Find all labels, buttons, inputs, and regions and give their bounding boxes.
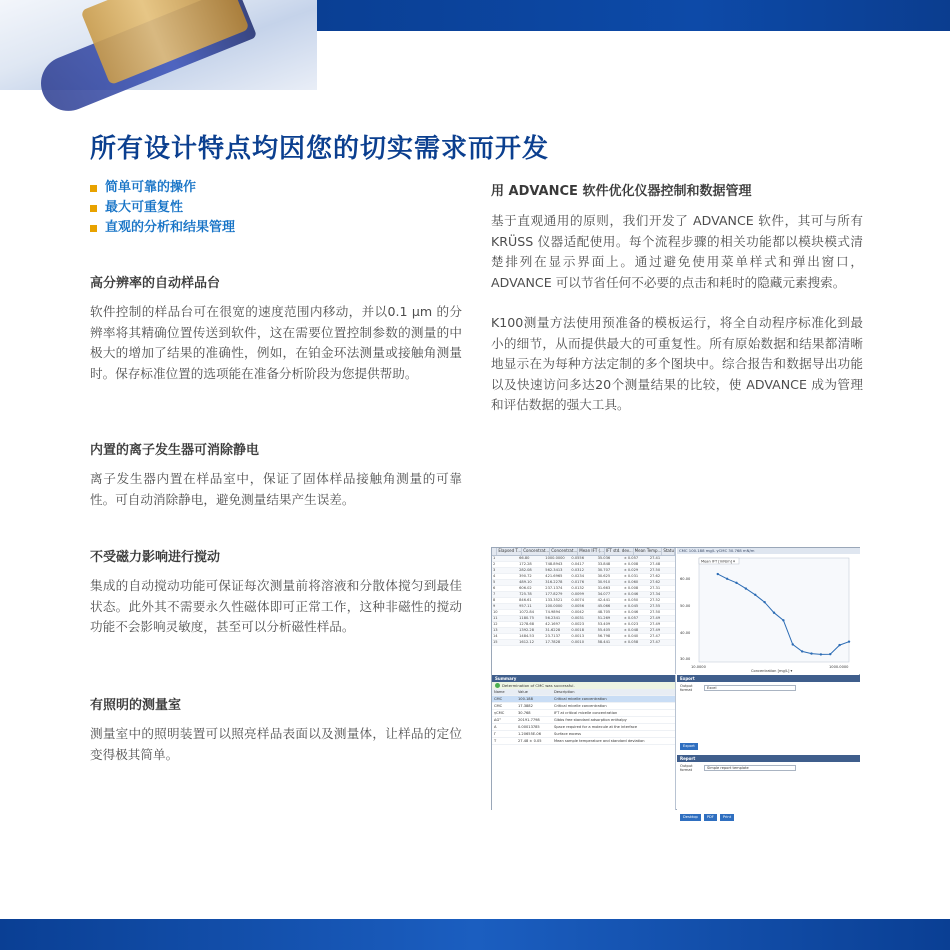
data-point	[735, 582, 737, 584]
table-cell: 45.066	[597, 604, 611, 608]
table-body	[492, 556, 675, 646]
table-cell: 27.62	[649, 580, 661, 584]
table-cell: ± 0.023	[623, 622, 639, 626]
table-cell: 42.1697	[545, 622, 561, 626]
table-cell: 42.441	[597, 598, 611, 602]
table-cell: 1000.0000	[545, 556, 565, 560]
export-panel	[677, 675, 860, 819]
table-cell: ± 0.040	[623, 634, 639, 638]
table-cell: 1072.84	[519, 610, 535, 614]
data-point	[801, 650, 803, 652]
table-cell: 2	[493, 562, 496, 566]
section-heading: 内置的离子发生器可消除静电	[90, 443, 260, 458]
summary-row[interactable]: T 27.48 ± 0.05 Mean sample temperature and standard deviation	[492, 738, 675, 745]
table-cell: 27.52	[649, 598, 661, 602]
table-header-cell[interactable]: Concentrat...	[523, 548, 550, 553]
data-point	[763, 601, 765, 603]
plot-header: CMC 100.188 mg/L γCMC 30.768 mN/m	[677, 548, 860, 554]
table-cell: 0.0018	[571, 628, 584, 632]
export-format-select[interactable]: Excel	[704, 685, 796, 691]
table-cell: ± 0.031	[623, 574, 639, 578]
pdf-button[interactable]: PDF	[704, 814, 717, 821]
table-cell: 23.7137	[545, 634, 561, 638]
table-header-cell[interactable]: IFT std. dev...	[605, 548, 633, 553]
bullet-square-icon	[90, 205, 97, 212]
y-tick-label: 50.00	[680, 604, 691, 608]
summary-row[interactable]: Γ 1.20655E-06 Surface excess	[492, 731, 675, 738]
table-cell: 6	[493, 586, 496, 590]
table-cell: 3	[493, 568, 496, 572]
table-header-cell[interactable]: Concentrat...	[551, 548, 578, 553]
table-cell: 56.2341	[545, 616, 561, 620]
table-header-cell[interactable]: Mean IFT (...	[579, 548, 604, 553]
report-format-field: Output format Simple report template	[677, 762, 860, 774]
section-body: 集成的自动搅动功能可保证每次测量前将溶液和分散体搅匀到最佳状态。此外其不需要永久性磁体即可正常工作，这种非磁性的搅动功能不会影响灵敏度，甚至可以分析磁性样品。	[90, 578, 462, 634]
summary-header-row: Name Value Description	[492, 689, 675, 696]
table-cell: 35.036	[597, 556, 611, 560]
table-cell: ± 0.008	[623, 586, 639, 590]
table-cell: ± 0.029	[623, 568, 639, 572]
page-title: 所有设计特点均因您的切实需求而开发	[90, 134, 550, 164]
left-column	[90, 178, 462, 238]
table-cell: 34.077	[597, 592, 611, 596]
bullet-square-icon	[90, 225, 97, 232]
table-cell: 27.41	[649, 556, 661, 560]
data-point	[782, 619, 784, 621]
table-cell: 7	[493, 592, 496, 596]
table-cell: 846.61	[519, 598, 532, 602]
header-photo	[0, 0, 317, 90]
table-cell: 282.08	[519, 568, 532, 572]
footer-blue-bar	[0, 919, 950, 950]
table-cell: 31.6228	[545, 628, 561, 632]
x-axis-label: Concentration [mg/L] ▾	[751, 669, 793, 673]
table-cell: 9	[493, 604, 496, 608]
table-cell: 5	[493, 580, 496, 584]
table-cell: 27.31	[649, 586, 661, 590]
report-format-select[interactable]: Simple report template	[704, 765, 796, 771]
table-cell: 17.7828	[545, 640, 561, 644]
table-cell: 1	[493, 556, 496, 560]
plot-series-dropdown-label: Mean IFT [mN/m] ▾	[701, 559, 735, 564]
advance-software-screenshot	[491, 547, 860, 819]
table-cell: 48.705	[597, 610, 611, 614]
table-cell: 27.55	[649, 604, 661, 608]
data-point	[773, 611, 775, 613]
export-button[interactable]: Export	[680, 743, 698, 750]
section-heading: 有照明的测量室	[90, 698, 182, 713]
table-cell: 177.8279	[545, 592, 563, 596]
section-lighting	[90, 694, 462, 765]
table-cell: 0.0556	[571, 556, 584, 560]
section-heading: 用 ADVANCE 软件优化仪器控制和数据管理	[491, 184, 752, 199]
table-cell: 957.11	[519, 604, 532, 608]
section-body: 测量室中的照明装置可以照亮样品表面以及测量体，让样品的定位变得极其简单。	[90, 726, 462, 762]
x-min-label: 10.0000	[691, 665, 706, 669]
section-sample-stage	[90, 272, 462, 384]
table-cell: 133.3521	[545, 598, 563, 602]
data-point	[754, 594, 756, 596]
table-cell: 74.9894	[545, 610, 561, 614]
table-cell: 27.47	[649, 634, 661, 638]
table-cell: 15	[493, 640, 498, 644]
cmc-plot-panel	[677, 548, 860, 674]
table-cell: 27.62	[649, 574, 661, 578]
measurement-table	[492, 548, 676, 674]
table-cell: 27.49	[649, 628, 661, 632]
table-cell: 0.0312	[571, 568, 584, 572]
table-cell: ± 0.057	[623, 616, 639, 620]
table-cell: 30.625	[597, 574, 611, 578]
table-cell: 55.405	[597, 628, 611, 632]
data-point	[838, 644, 840, 646]
table-cell: ± 0.060	[623, 580, 639, 584]
data-point	[717, 573, 719, 575]
table-cell: 421.6965	[545, 574, 563, 578]
table-cell: 316.2278	[545, 580, 563, 584]
table-cell: ± 0.057	[623, 556, 639, 560]
x-max-label: 1000.0000	[829, 665, 849, 669]
table-cell: 748.8943	[545, 562, 563, 566]
table-cell: 0.0074	[571, 598, 584, 602]
table-cell: 27.49	[649, 616, 661, 620]
summary-row[interactable]: ΔG° 20191.7798 Gibbs free standard adsorption enthalpy	[492, 717, 675, 724]
data-point	[792, 643, 794, 645]
table-cell: 53.409	[597, 622, 611, 626]
summary-row[interactable]: γCMC 30.768 IFT at critical micelle concentration	[492, 710, 675, 717]
y-tick-label: 40.00	[680, 631, 691, 635]
table-header-cell[interactable]: Elapsed T...	[498, 548, 522, 553]
feature-bullets	[90, 178, 462, 238]
table-cell: 1392.28	[519, 628, 535, 632]
data-point	[848, 640, 850, 642]
summary-panel	[492, 675, 676, 810]
table-cell: 0.0013	[571, 634, 584, 638]
table-cell: ± 0.008	[623, 562, 639, 566]
table-cell: 33.848	[597, 562, 611, 566]
desktop-button[interactable]: Desktop	[680, 814, 701, 821]
cmc-plot	[677, 554, 860, 674]
table-cell: ± 0.058	[623, 640, 639, 644]
table-cell: 0.0023	[571, 622, 584, 626]
table-cell: 27.47	[649, 640, 661, 644]
table-cell: ± 0.045	[623, 604, 639, 608]
y-tick-label: 30.00	[680, 657, 691, 661]
table-cell: ± 0.048	[623, 628, 639, 632]
data-point	[745, 587, 747, 589]
table-header	[492, 548, 675, 556]
table-cell: 0.0234	[571, 574, 584, 578]
table-cell: 13	[493, 628, 498, 632]
table-cell: 12	[493, 622, 498, 626]
bullet-square-icon	[90, 185, 97, 192]
table-cell: 0.0042	[571, 610, 584, 614]
section-body: 软件控制的样品台可在很宽的速度范围内移动，并以0.1 µm 的分辨率将其精确位置传送到软件，这在需要位置控制参数的测量的中极大的增加了结果的准确性，例如，在铂金环法测量或接触角测量时。保存标准位置的选项能在准备分析阶段为您提供帮助。	[90, 304, 462, 381]
table-cell: 0.0099	[571, 592, 584, 596]
export-title: Export	[677, 675, 860, 682]
section-ionizer	[90, 439, 462, 510]
table-cell: 0.0031	[571, 616, 584, 620]
table-cell: 56.798	[597, 634, 611, 638]
table-cell: 27.34	[649, 592, 661, 596]
report-title: Report	[677, 755, 860, 762]
table-cell: 27.48	[649, 562, 661, 566]
table-cell: 0.0132	[571, 586, 584, 590]
table-cell: 489.10	[519, 580, 532, 584]
summary-status: Determination of CMC was successful.	[492, 682, 675, 689]
bullet-item: 直观的分析和结果管理	[90, 218, 462, 238]
summary-row[interactable]: CMC 17.3882 Critical micelle concentration	[492, 703, 675, 710]
section-paragraph-2: K100测量方法使用预准备的模板运行，将全自动程序标准化到最小的细节，从而提供最大的可重复性。所有原始数据和结果都清晰地显示在为每种方法定制的多个图块中。综合报告和数据导出功能以及快速访问多达20个测量结果的比较，使 ADVANCE 成为管理和评估数据的强大工具。	[491, 315, 863, 412]
y-tick-label: 60.00	[680, 577, 691, 581]
table-header-cell[interactable]: Statu	[663, 548, 674, 553]
plot-area	[699, 558, 849, 662]
section-heading: 不受磁力影响进行搅动	[90, 550, 221, 565]
table-cell: 51.269	[597, 616, 611, 620]
table-cell: 58.441	[597, 640, 611, 644]
table-cell: ± 0.046	[623, 610, 639, 614]
table-cell: 1278.68	[519, 622, 535, 626]
data-point	[810, 652, 812, 654]
table-cell: 31.663	[597, 586, 611, 590]
table-cell: 237.1374	[545, 586, 563, 590]
table-cell: 1612.12	[519, 640, 535, 644]
table-cell: 14	[493, 634, 498, 638]
table-row[interactable]	[492, 640, 675, 646]
table-cell: ± 0.050	[623, 598, 639, 602]
summary-rows	[492, 696, 675, 745]
table-cell: 0.0056	[571, 604, 584, 608]
table-cell: 4	[493, 574, 496, 578]
table-cell: 27.50	[649, 610, 661, 614]
table-cell: 1484.53	[519, 634, 535, 638]
bullet-item: 简单可靠的操作	[90, 178, 462, 198]
bullet-item: 最大可重复性	[90, 198, 462, 218]
table-cell: 11	[493, 616, 498, 620]
section-stirring	[90, 546, 462, 638]
table-cell: 725.78	[519, 592, 532, 596]
summary-row[interactable]: CMC 100.188 Critical micelle concentration	[492, 696, 675, 703]
summary-title: Summary	[492, 675, 675, 682]
table-cell: 0.0417	[571, 562, 584, 566]
section-paragraph-1: 基于直观通用的原则，我们开发了 ADVANCE 软件，其可与所有 KRÜSS 仪器适配使用。每个流程步骤的相关功能都以模块模式清楚排列在显示界面上。通过避免使用菜单样式和弹出窗口，ADVANCE 可以节省任何不必要的点击和耗时的隐藏元素搜索。	[491, 213, 863, 290]
right-column	[491, 180, 863, 416]
table-cell: 27.49	[649, 622, 661, 626]
summary-row[interactable]: A 0.00013785 Space required for a molecule at the interface	[492, 724, 675, 731]
table-cell: 30.707	[597, 568, 611, 572]
table-cell: 10	[493, 610, 498, 614]
data-point	[726, 578, 728, 580]
export-format-field: Output format Excel	[677, 682, 860, 694]
print-button[interactable]: Print	[720, 814, 734, 821]
table-cell: 100.0000	[545, 604, 563, 608]
table-cell: 172.28	[519, 562, 532, 566]
table-cell: 562.3413	[545, 568, 563, 572]
section-body: 离子发生器内置在样品室中，保证了固体样品接触角测量的可靠性。可自动消除静电，避免测量结果产生误差。	[90, 471, 462, 507]
table-cell: 8	[493, 598, 496, 602]
table-cell: 606.02	[519, 586, 532, 590]
table-cell: ± 0.046	[623, 592, 639, 596]
data-point	[820, 653, 822, 655]
data-point	[829, 653, 831, 655]
table-header-cell[interactable]: Mean Temp...	[634, 548, 662, 553]
table-cell: 30.910	[597, 580, 611, 584]
table-cell: 66.80	[519, 556, 530, 560]
table-cell: 1180.75	[519, 616, 535, 620]
section-heading: 高分辨率的自动样品台	[90, 276, 221, 291]
table-cell: 0.0176	[571, 580, 584, 584]
table-cell: 390.72	[519, 574, 532, 578]
check-icon	[495, 683, 500, 688]
header-blue-bar	[317, 0, 950, 31]
table-cell: 0.0010	[571, 640, 584, 644]
table-cell: 27.50	[649, 568, 661, 572]
